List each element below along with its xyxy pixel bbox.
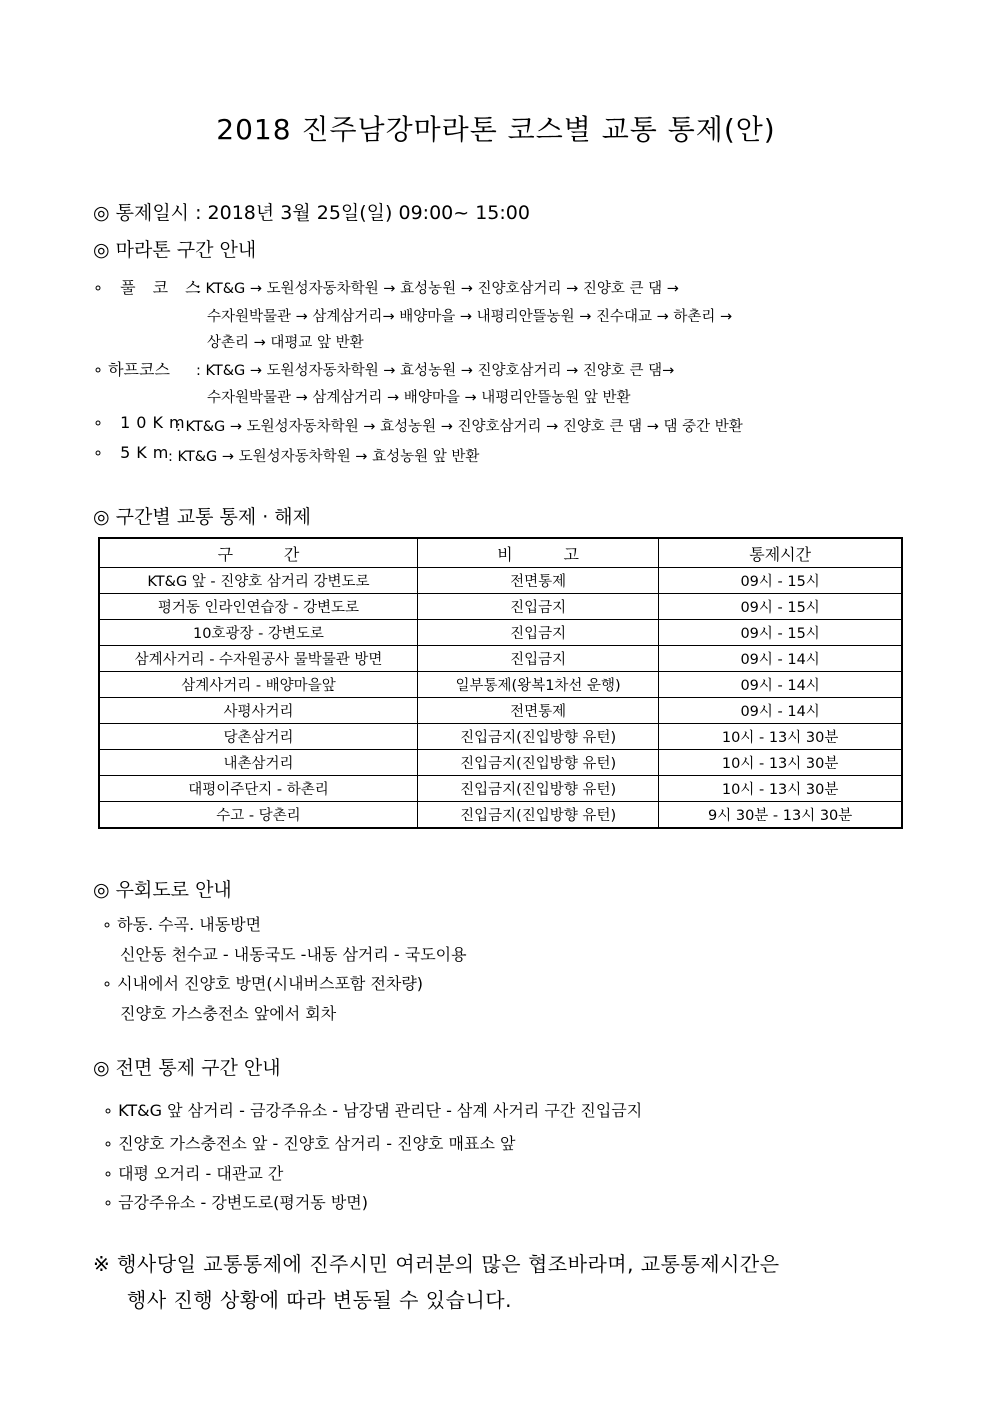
full-course-line1: : KT&G → 도원성자동차학원 → 효성농원 → 진양호삼거리 → 진양호 큰 댐 → [196,281,679,297]
cell-section: 삼계사거리 - 수자원공사 물박물관 방면 [99,646,417,672]
cell-time: 09시 - 14시 [659,698,902,724]
cell-section: 수고 - 당촌리 [99,802,417,829]
cell-section: 평거동 인라인연습장 - 강변도로 [99,594,417,620]
cell-remark: 진입금지(진입방향 유턴) [417,750,658,776]
full-course-label-text: ∘ 풀 코 스 [93,278,207,297]
cell-remark: 전면통제 [417,568,658,594]
full-course-line3: 상촌리 → 대평교 앞 반환 [207,335,364,351]
full-control-item: ∘ KT&G 앞 삼거리 - 금강주유소 - 남강댐 관리단 - 삼계 사거리 구간 진입금지 [103,1101,643,1120]
cell-remark: 진입금지 [417,620,658,646]
cell-section: 당촌삼거리 [99,724,417,750]
table-row [99,620,902,646]
page-title: 2018 진주남강마라톤 코스별 교통 통제(안) [216,113,776,146]
cell-remark: 일부통제(왕복1차선 운행) [417,672,658,698]
cell-time: 09시 - 14시 [659,672,902,698]
table-row [99,646,902,672]
five-km-label [93,443,174,462]
half-course-line1: : KT&G → 도원성자동차학원 → 효성농원 → 진양호삼거리 → 진양호 큰 댐→ [196,363,675,379]
cell-time: 10시 - 13시 30분 [659,750,902,776]
table-row [99,776,902,802]
cell-time: 09시 - 15시 [659,568,902,594]
ten-km-label-text: ∘ 10Km [93,413,191,432]
notice-line1: ※ 행사당일 교통통제에 진주시민 여러분의 많은 협조바라며, 교통통제시간은 [93,1252,780,1276]
table-row [99,568,902,594]
table-row [99,802,902,829]
cell-section: 10호광장 - 강변도로 [99,620,417,646]
cell-remark: 진입금지(진입방향 유턴) [417,802,658,829]
cell-section: 삼계사거리 - 배양마을앞 [99,672,417,698]
full-control-item: ∘ 금강주유소 - 강변도로(평거동 방면) [103,1193,369,1212]
cell-time: 09시 - 15시 [659,594,902,620]
five-km-label-text: ∘ 5Km [93,443,175,462]
cell-section: 사평사거리 [99,698,417,724]
cell-section: KT&G 앞 - 진양호 삼거리 강변도로 [99,568,417,594]
table-row [99,672,902,698]
cell-remark: 진입금지 [417,646,658,672]
cell-remark: 전면통제 [417,698,658,724]
cell-time: 09시 - 14시 [659,646,902,672]
full-control-item: ∘ 대평 오거리 - 대관교 간 [103,1164,284,1183]
half-course-label [93,357,170,380]
detour-line4: 진양호 가스충전소 앞에서 회차 [120,1004,337,1023]
table-row [99,724,902,750]
cell-section: 대평이주단지 - 하촌리 [99,776,417,802]
ten-km-line1: : KT&G → 도원성자동차학원 → 효성농원 → 진양호삼거리 → 진양호 큰 댐 → 댐 중간 반환 [176,419,743,435]
cell-remark: 진입금지 [417,594,658,620]
cell-remark: 진입금지(진입방향 유턴) [417,724,658,750]
half-course-line2: 수자원박물관 → 삼계삼거리 → 배양마을 → 내평리안뜰농원 앞 반환 [207,390,631,406]
cell-time: 09시 - 15시 [659,620,902,646]
half-course-label-text: ∘ 하프코스 [93,360,170,379]
cell-time: 10시 - 13시 30분 [659,724,902,750]
table-row [99,698,902,724]
header-section: 구 간 [99,538,417,568]
full-control-heading: ◎ 전면 통제 구간 안내 [93,1057,281,1079]
table-header-row [99,538,902,568]
control-date: ◎ 통제일시 : 2018년 3월 25일(일) 09:00~ 15:00 [93,202,530,224]
detour-heading: ◎ 우회도로 안내 [93,879,232,901]
section-heading: ◎ 구간별 교통 통제 · 해제 [93,506,312,528]
table-row [99,750,902,776]
course-heading: ◎ 마라톤 구간 안내 [93,239,257,261]
full-course-label [93,275,207,298]
cell-remark: 진입금지(진입방향 유턴) [417,776,658,802]
five-km-line1: : KT&G → 도원성자동차학원 → 효성농원 앞 반환 [168,449,480,465]
cell-section: 내촌삼거리 [99,750,417,776]
header-remark: 비 고 [417,538,658,568]
notice-line2: 행사 진행 상황에 따라 변동될 수 있습니다. [127,1288,512,1312]
traffic-control-table [98,537,903,829]
cell-time: 9시 30분 - 13시 30분 [659,802,902,829]
detour-line3: ∘ 시내에서 진양호 방면(시내버스포함 전차량) [102,974,424,993]
cell-time: 10시 - 13시 30분 [659,776,902,802]
table-row [99,594,902,620]
detour-line1: ∘ 하동. 수곡. 내동방면 [102,915,262,934]
full-course-line2: 수자원박물관 → 삼계삼거리→ 배양마을 → 내평리안뜰농원 → 진수대교 → 하촌리 → [207,309,733,325]
header-time: 통제시간 [659,538,902,568]
detour-line2: 신안동 천수교 - 내동국도 -내동 삼거리 - 국도이용 [120,945,467,964]
full-control-item: ∘ 진양호 가스충전소 앞 - 진양호 삼거리 - 진양호 매표소 앞 [103,1134,516,1153]
